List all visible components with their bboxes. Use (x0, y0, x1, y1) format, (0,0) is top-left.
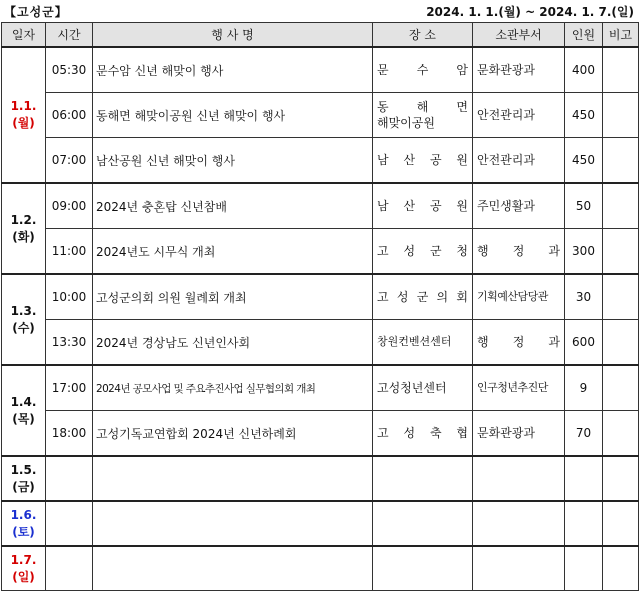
header-row (2, 23, 639, 48)
column-header-time: 시간 (46, 23, 93, 48)
date-label: 1.5. (10, 462, 37, 477)
attendees-cell: 50 (565, 183, 603, 229)
weekday-label: (금) (12, 479, 35, 494)
time-cell: 06:00 (46, 93, 93, 138)
event-title-cell (93, 501, 373, 546)
weekday-label: (수) (12, 320, 35, 335)
schedule-table (1, 22, 639, 591)
date-cell-jan4 (2, 365, 46, 456)
attendees-cell: 9 (565, 365, 603, 411)
note-cell (603, 456, 639, 501)
time-cell: 10:00 (46, 274, 93, 320)
attendees-cell (565, 546, 603, 591)
dept-cell (473, 546, 565, 591)
column-header-place: 장 소 (373, 23, 473, 48)
table-row (2, 93, 639, 138)
date-label: 1.4. (10, 394, 37, 409)
time-cell: 17:00 (46, 365, 93, 411)
table-row (2, 365, 639, 411)
column-header-event: 행 사 명 (93, 23, 373, 48)
dept-cell: 안전관리과 (473, 93, 565, 138)
place-cell: 창원컨벤션센터 (373, 320, 473, 366)
attendees-cell: 300 (565, 229, 603, 275)
table-row (2, 138, 639, 184)
event-title-cell: 남산공원 신년 해맞이 행사 (93, 138, 373, 184)
event-title-cell: 고성군의회 의원 월례회 개최 (93, 274, 373, 320)
time-cell (46, 546, 93, 591)
attendees-cell: 70 (565, 411, 603, 457)
time-cell: 18:00 (46, 411, 93, 457)
note-cell (603, 320, 639, 366)
weekday-label: (월) (12, 116, 35, 130)
place-line: 동 해 면 (377, 100, 468, 114)
place-cell: 문 수 암 (373, 47, 473, 93)
attendees-cell: 450 (565, 93, 603, 138)
event-title-cell: 2024년 충혼탑 신년참배 (93, 183, 373, 229)
note-cell (603, 138, 639, 184)
place-cell (373, 456, 473, 501)
dept-cell (473, 501, 565, 546)
date-cell-jan3 (2, 274, 46, 365)
dept-cell: 기획예산담당관 (473, 274, 565, 320)
date-label: 1.1. (10, 99, 37, 113)
region-title: 【고성군】 (4, 5, 68, 19)
place-cell (373, 546, 473, 591)
dept-cell: 주민생활과 (473, 183, 565, 229)
date-cell-jan2 (2, 183, 46, 274)
table-row (2, 320, 639, 366)
report-header (0, 0, 640, 22)
column-header-dept: 소관부서 (473, 23, 565, 48)
dept-cell: 행 정 과 (473, 320, 565, 366)
table-row (2, 456, 639, 501)
place-line: 해맞이공원 (377, 116, 435, 130)
date-cell-jan1 (2, 47, 46, 183)
place-cell: 고성청년센터 (373, 365, 473, 411)
column-header-note: 비고 (603, 23, 639, 48)
event-title-cell: 고성기독교연합회 2024년 신년하례회 (93, 411, 373, 457)
time-cell (46, 456, 93, 501)
note-cell (603, 546, 639, 591)
dept-cell: 안전관리과 (473, 138, 565, 184)
attendees-cell (565, 456, 603, 501)
time-cell: 11:00 (46, 229, 93, 275)
table-row (2, 274, 639, 320)
date-label: 1.6. (10, 507, 37, 522)
place-cell: 고 성 군 의 회 (373, 274, 473, 320)
attendees-cell: 400 (565, 47, 603, 93)
time-cell: 05:30 (46, 47, 93, 93)
table-row (2, 501, 639, 546)
dept-cell: 행 정 과 (473, 229, 565, 275)
time-cell: 13:30 (46, 320, 93, 366)
note-cell (603, 93, 639, 138)
table-row (2, 183, 639, 229)
note-cell (603, 229, 639, 275)
event-title-cell: 2024년도 시무식 개최 (93, 229, 373, 275)
dept-cell: 인구청년추진단 (473, 365, 565, 411)
attendees-cell (565, 501, 603, 546)
date-cell-jan6 (2, 501, 46, 546)
note-cell (603, 47, 639, 93)
weekday-label: (토) (12, 524, 35, 539)
time-cell: 09:00 (46, 183, 93, 229)
dept-cell: 문화관광과 (473, 411, 565, 457)
attendees-cell: 600 (565, 320, 603, 366)
place-cell (373, 501, 473, 546)
column-header-attendees: 인원 (565, 23, 603, 48)
dept-cell (473, 456, 565, 501)
attendees-cell: 450 (565, 138, 603, 184)
table-row (2, 411, 639, 457)
weekday-label: (일) (12, 569, 35, 584)
place-cell (373, 93, 473, 138)
event-title-cell: 2024년 공모사업 및 주요추진사업 실무협의회 개최 (93, 365, 373, 411)
column-header-date: 일자 (2, 23, 46, 48)
time-cell: 07:00 (46, 138, 93, 184)
note-cell (603, 274, 639, 320)
dept-cell: 문화관광과 (473, 47, 565, 93)
date-label: 1.2. (10, 212, 37, 227)
table-row (2, 229, 639, 275)
event-title-cell: 문수암 신년 해맞이 행사 (93, 47, 373, 93)
date-label: 1.7. (10, 552, 37, 567)
table-row (2, 546, 639, 591)
table-row (2, 47, 639, 93)
note-cell (603, 365, 639, 411)
attendees-cell: 30 (565, 274, 603, 320)
note-cell (603, 183, 639, 229)
place-cell: 고 성 축 협 (373, 411, 473, 457)
time-cell (46, 501, 93, 546)
date-label: 1.3. (10, 303, 37, 318)
date-cell-jan7 (2, 546, 46, 591)
weekday-label: (목) (12, 411, 35, 426)
date-cell-jan5 (2, 456, 46, 501)
event-title-cell (93, 546, 373, 591)
note-cell (603, 411, 639, 457)
event-title-cell: 동해면 해맞이공원 신년 해맞이 행사 (93, 93, 373, 138)
event-title-cell (93, 456, 373, 501)
note-cell (603, 501, 639, 546)
place-cell: 남 산 공 원 (373, 183, 473, 229)
weekday-label: (화) (12, 229, 35, 244)
event-title-cell: 2024년 경상남도 신년인사회 (93, 320, 373, 366)
place-cell: 남 산 공 원 (373, 138, 473, 184)
place-cell: 고 성 군 청 (373, 229, 473, 275)
period-range: 2024. 1. 1.(월) ~ 2024. 1. 7.(일) (426, 5, 634, 19)
